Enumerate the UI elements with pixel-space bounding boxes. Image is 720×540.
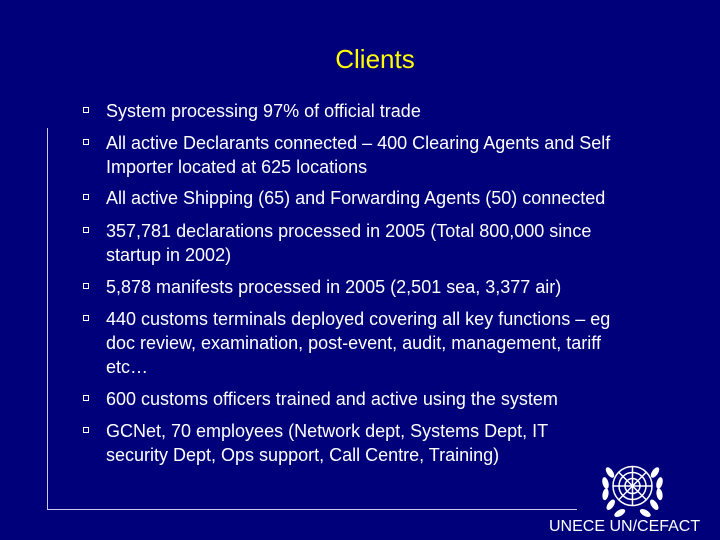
bullet-text: 357,781 declarations processed in 2005 (Total 800,000 since startup in 2002) bbox=[106, 221, 592, 265]
bullet-text: 5,878 manifests processed in 2005 (2,501 sea, 3,377 air) bbox=[106, 277, 562, 297]
bullet-text: GCNet, 70 employees (Network dept, Systems Dept, IT security Dept, Ops support, Call Centre, Training) bbox=[106, 421, 549, 465]
bullet-text: 440 customs terminals deployed covering all key functions – eg doc review, examination, post-event, audit, management, tariff etc… bbox=[106, 309, 611, 377]
bullet-text: All active Declarants connected – 400 Clearing Agents and Self Importer located at 625 locations bbox=[106, 133, 611, 177]
un-emblem-icon bbox=[595, 450, 670, 525]
slide-title: Clients bbox=[335, 44, 415, 74]
left-rule bbox=[47, 128, 48, 510]
bullet-box-icon bbox=[83, 427, 89, 433]
bullet-box-icon bbox=[83, 227, 89, 233]
bullet-box-icon bbox=[83, 315, 89, 321]
bullet-box-icon bbox=[83, 194, 89, 200]
bullet-text: System processing 97% of official trade bbox=[106, 101, 421, 121]
bullet-box-icon bbox=[83, 107, 89, 113]
bullet-box-icon bbox=[83, 139, 89, 145]
footer-label: UNECE UN/CEFACT bbox=[549, 518, 701, 535]
bullet-box-icon bbox=[83, 395, 89, 401]
bullet-text: 600 customs officers trained and active using the system bbox=[106, 389, 558, 409]
bullet-box-icon bbox=[83, 283, 89, 289]
bullet-text: All active Shipping (65) and Forwarding Agents (50) connected bbox=[106, 188, 606, 208]
bottom-rule bbox=[47, 509, 577, 510]
